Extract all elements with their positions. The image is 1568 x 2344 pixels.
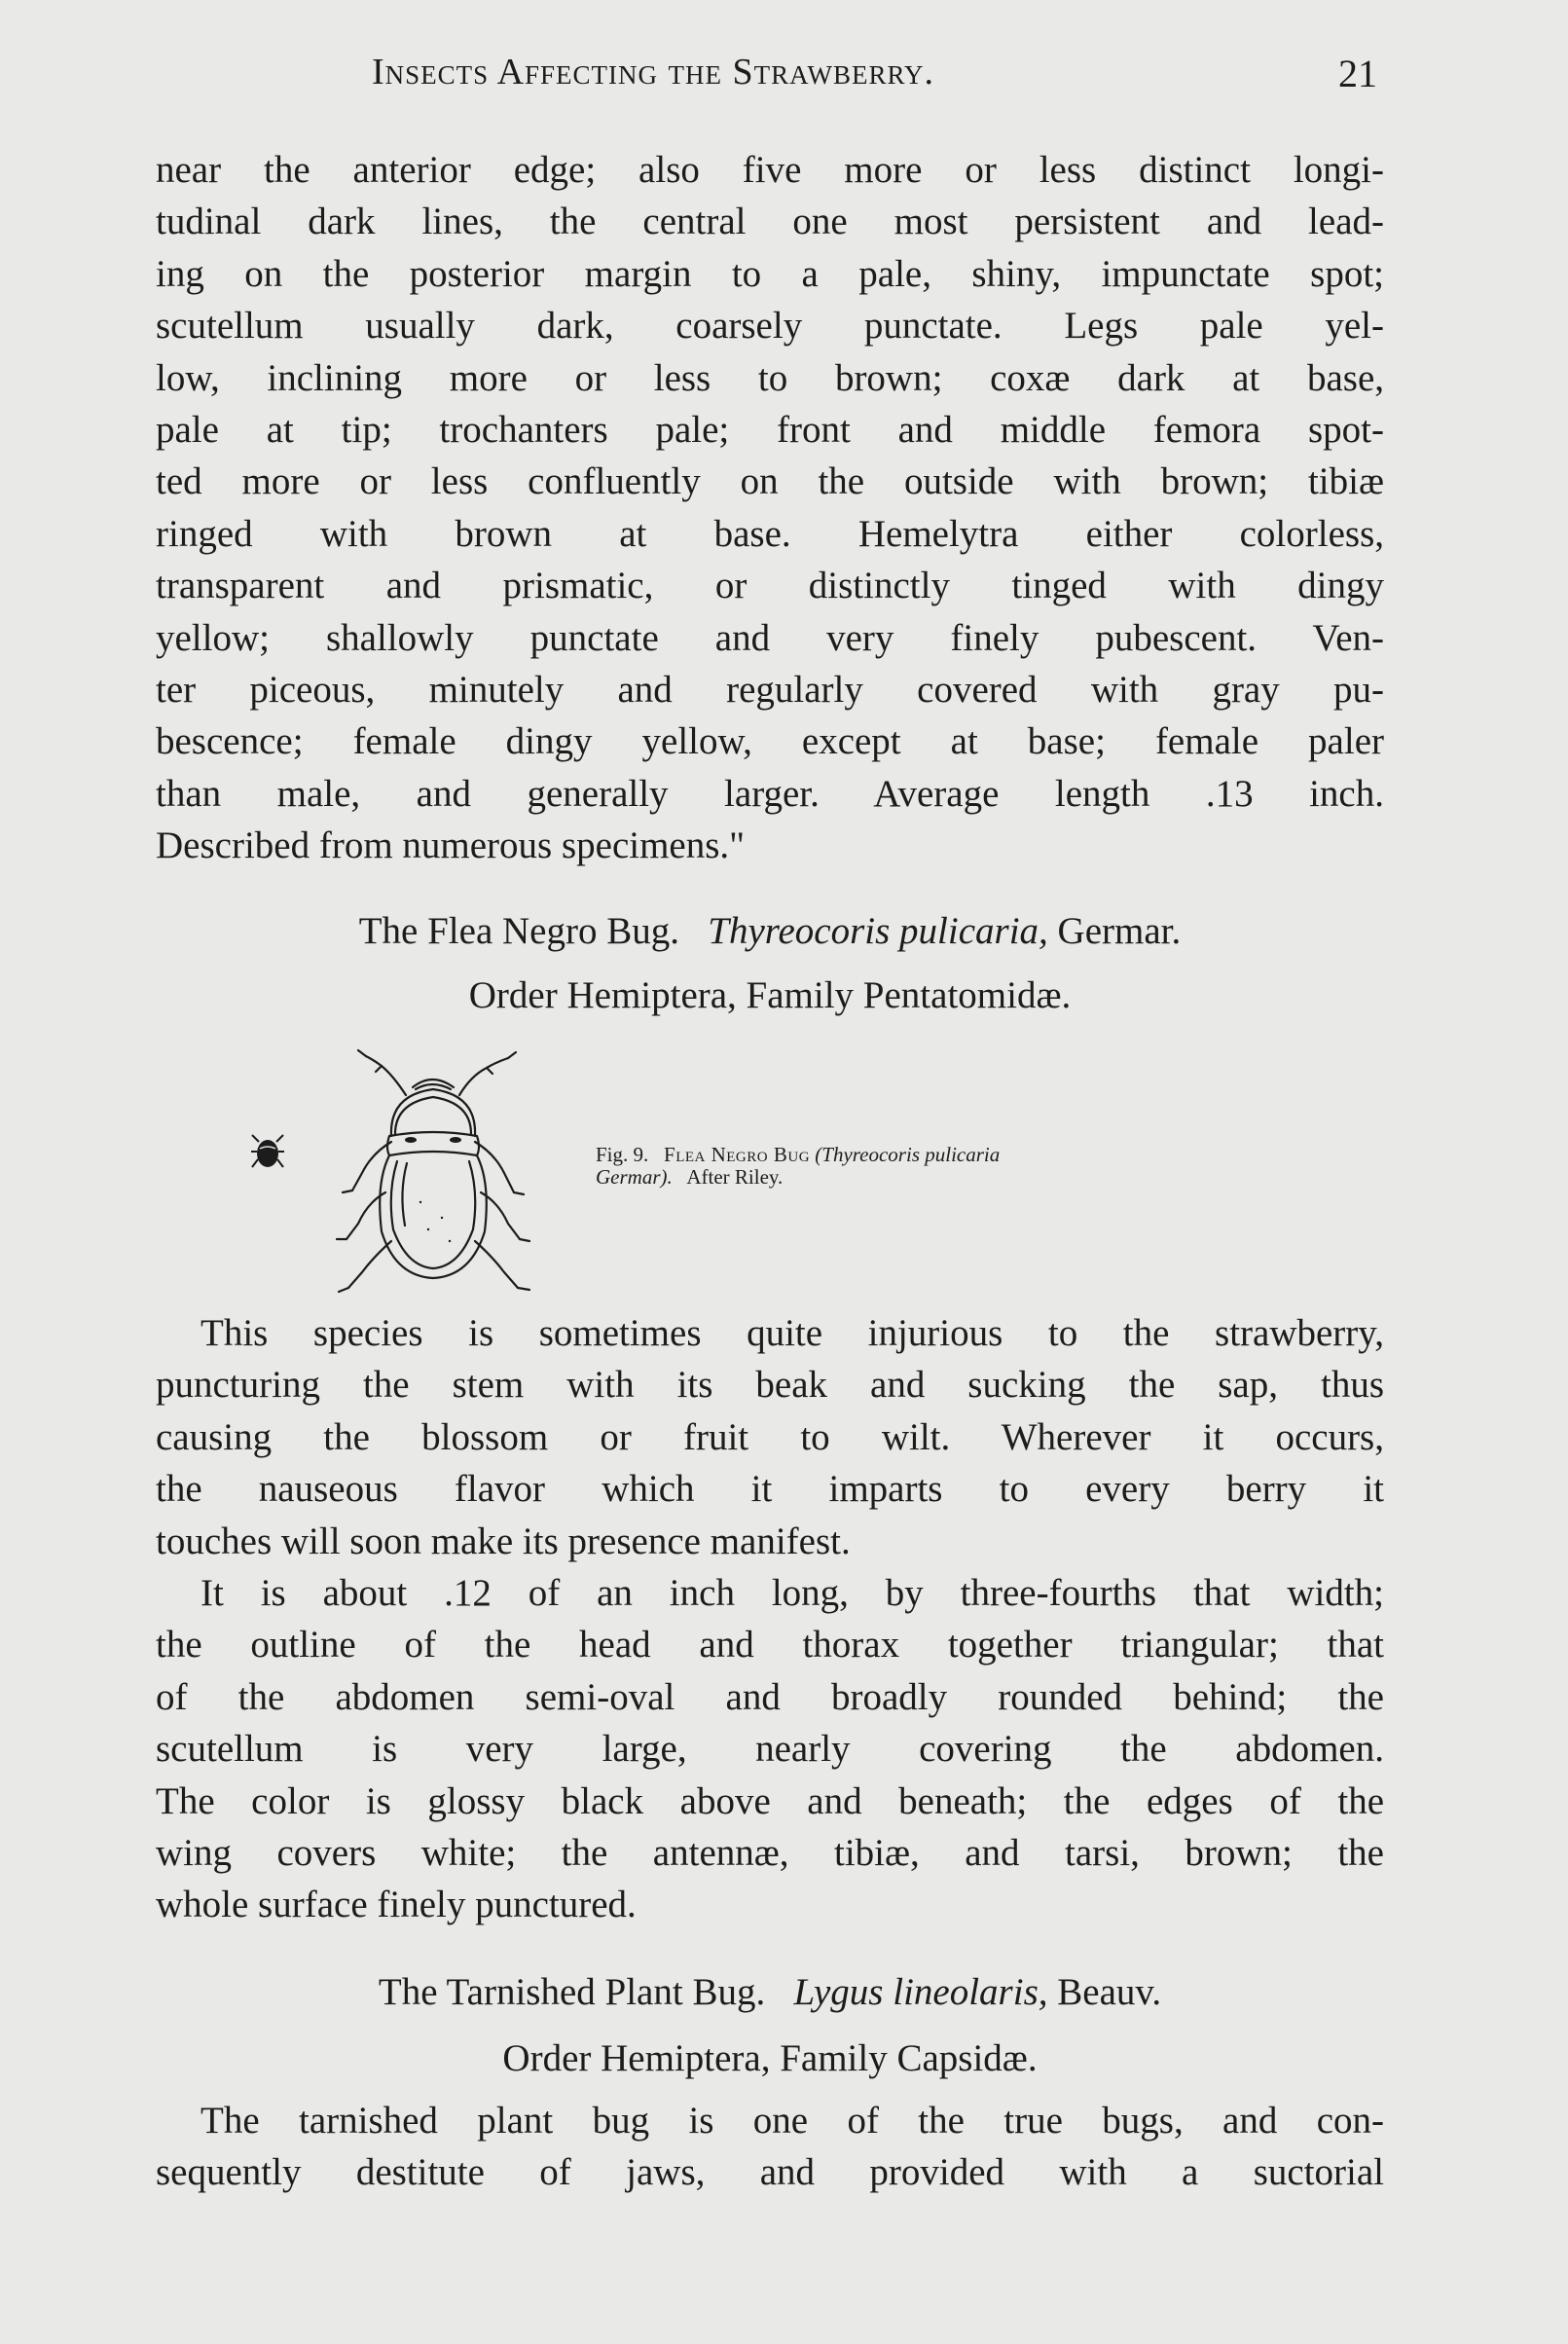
text-line: the nauseous flavor which it imparts to every berry it — [156, 1468, 1384, 1511]
caption-common-name: Flea Negro Bug — [664, 1143, 811, 1166]
author-name: Beauv. — [1057, 1971, 1162, 2013]
paragraph-description-continued — [156, 144, 1384, 872]
text-line: wing covers white; the antennæ, tibiæ, and tarsi, brown; the — [156, 1832, 1384, 1875]
text-line: ringed with brown at base. Hemelytra either colorless, — [156, 512, 1384, 555]
text-line: pale at tip; trochanters pale; front and middle femora spot- — [156, 409, 1384, 452]
taxonomy-line: Order Hemiptera, Family Pentatomidæ. — [468, 974, 1072, 1016]
caption-credit: After Riley. — [686, 1165, 784, 1189]
text-line: sequently destitute of jaws, and provided with a suctorial — [156, 2151, 1384, 2194]
text-line: transparent and prismatic, or distinctly tinged with dingy — [156, 565, 1384, 607]
section-heading-tarnished-plant-bug — [156, 1968, 1384, 2017]
taxonomy-line: Order Hemiptera, Family Capsidæ. — [502, 2037, 1038, 2079]
common-name: The Tarnished Plant Bug. — [378, 1971, 766, 2013]
text-line: ter piceous, minutely and regularly covered with gray pu- — [156, 669, 1384, 712]
figure-label: Fig. 9. — [596, 1143, 649, 1166]
text-line: low, inclining more or less to brown; coxæ dark at base, — [156, 356, 1384, 399]
text-line: than male, and generally larger. Average length .13 inch. — [156, 772, 1384, 815]
text-line: The color is glossy black above and beneath; the edges of the — [156, 1779, 1384, 1822]
caption-species: (Thyreocoris pulicaria — [815, 1143, 1001, 1166]
text-line: ing on the posterior margin to a pale, shiny, impunctate spot; — [156, 252, 1384, 295]
text-line: The tarnished plant bug is one of the true bugs, and con- — [201, 2100, 1384, 2142]
text-line: puncturing the stem with its beak and sucking the sap, thus — [156, 1364, 1384, 1407]
text-line: bescence; female dingy yellow, except at base; female paler — [156, 720, 1384, 763]
text-line: whole surface finely punctured. — [156, 1884, 637, 1926]
figure-caption — [596, 1144, 1345, 1189]
page-number: 21 — [1338, 52, 1377, 95]
text-line: It is about .12 of an inch long, by three-fourths that width; — [201, 1572, 1384, 1614]
text-line: the outline of the head and thorax together triangular; that — [156, 1624, 1384, 1666]
bug-enlarged-illustration — [313, 1046, 576, 1300]
text-line: scutellum usually dark, coarsely punctate. Legs pale yel- — [156, 305, 1384, 348]
paragraph-injury — [156, 1307, 1384, 1567]
caption-author: Germar). — [596, 1165, 673, 1189]
author-name: Germar. — [1057, 910, 1182, 952]
text-line: scutellum is very large, nearly covering the abdomen. — [156, 1728, 1384, 1771]
common-name: The Flea Negro Bug. — [358, 910, 679, 952]
text-line: yellow; shallowly punctate and very finely pubescent. Ven- — [156, 616, 1384, 659]
text-line: Described from numerous specimens." — [156, 824, 746, 867]
text-line: of the abdomen semi-oval and broadly rounded behind; the — [156, 1675, 1384, 1718]
bug-natural-size-illustration — [251, 1132, 284, 1171]
section-heading-flea-negro-bug — [156, 907, 1384, 956]
text-line: ted more or less confluently on the outside with brown; tibiæ — [156, 460, 1384, 503]
paragraph-tarnished-intro — [156, 2095, 1384, 2199]
text-line: tudinal dark lines, the central one most persistent and lead- — [156, 201, 1384, 243]
running-title: Insects Affecting the Strawberry. — [372, 52, 935, 92]
paragraph-appearance — [156, 1567, 1384, 1931]
text-line: touches will soon make its presence manifest. — [156, 1520, 851, 1562]
text-line: near the anterior edge; also five more or less distinct longi- — [156, 149, 1384, 191]
scientific-name: Thyreocoris pulicaria, — [708, 910, 1048, 952]
text-line: causing the blossom or fruit to wilt. Wherever it occurs, — [156, 1415, 1384, 1458]
text-line: This species is sometimes quite injurious to the strawberry, — [201, 1312, 1384, 1354]
scientific-name: Lygus lineolaris, — [793, 1971, 1048, 2013]
running-head — [156, 51, 1377, 109]
figure-9 — [234, 1046, 1343, 1300]
